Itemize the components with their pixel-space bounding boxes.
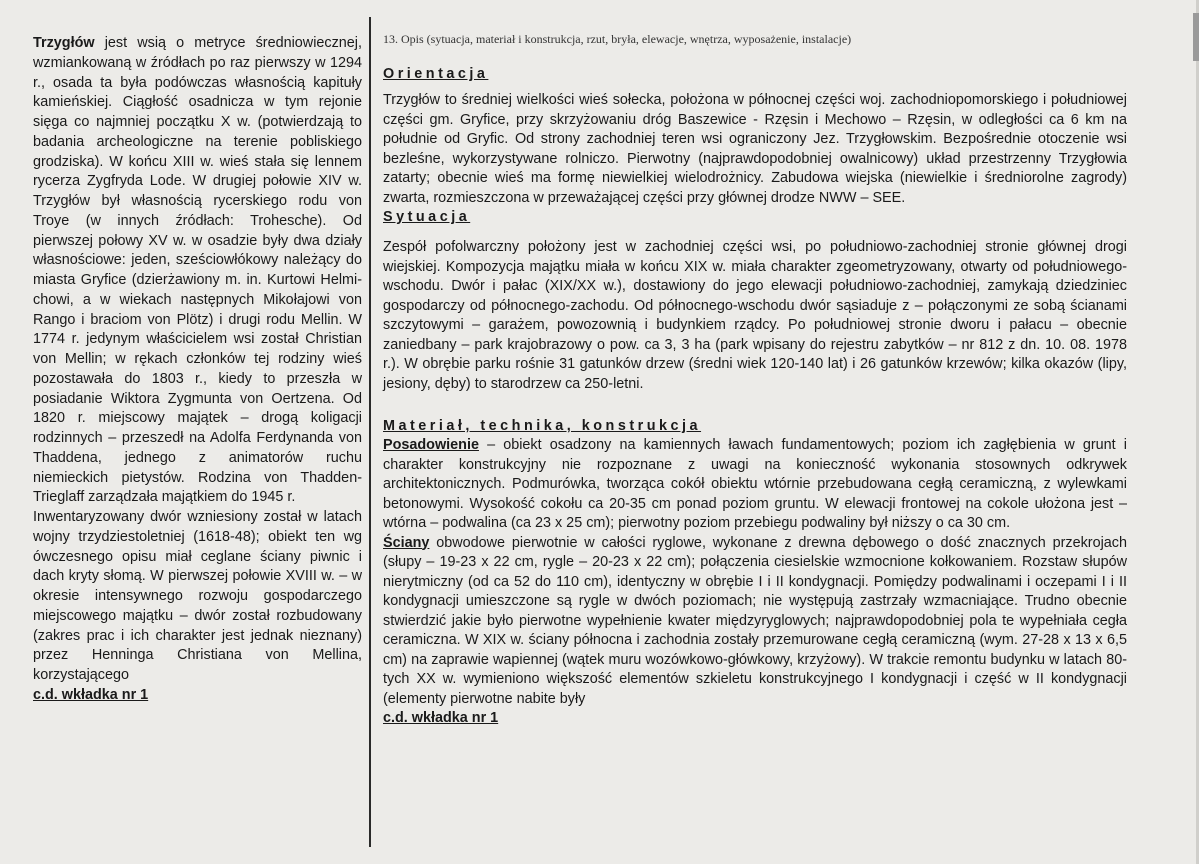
walls-label: Ściany: [383, 534, 430, 551]
situation-text: Zespół pofolwarczny położony jest w zachodniej części wsi, po południowo-zachodniej stronie głównej drogi wiejskiej. Kompozycja majątku miała w końcu XIX w. miała charakter zgeometryzowany, otwarty od południowego-wschodu. Dwór i pałac (XIX/XX w.), dostawiony do jego elewacji południowo-zachodniej, zamykają dziedziniec gospodarczy od północnego-zachodu. Od północnego-wschodu dwór sąsiaduje z – połączonymi ze sobą ścianami szczytowymi – garażem, powozownią i budynkiem rządcy. Po południowej stronie dworu i pałacu – obecnie zaniedbany – park krajobrazowy o pow. ca 3, 3 ha (park wpisany do rejestru zabytków – nr 812 z dn. 10. 08. 1978 r.). W obrębie parku rośnie 31 gatunków drzew (średni wiek 120-140 lat) i 26 gatunków krzewów; kilka okazów (lipy, jesiony, dęby) to starodrzew ca 250-letni.: [383, 239, 1127, 392]
history-column: [33, 34, 362, 706]
column-divider: [369, 17, 371, 847]
walls-text: obwodowe pierwotnie w całości ryglowe, wykonane z drewna dębowego o dość znacznych przekrojach (słupy – 19-23 x 22 cm, rygle – 20-23 x 22 cm); połączenia ciesielskie wzmocnione kołkowaniem. Rozstaw słupów nierytmiczny (od ca 52 do 110 cm), identyczny w obrębie I i II kondygnacji. Pomiędzy podwalinami i oczepami I i II kondygnacji umieszczone są rygle w dwóch poziomach; nie występują zastrzały wzmacniające. Trudno obecnie stwierdzić jakie było pierwotne wypełnienie kwater międzyryglowych; najprawdopodobniej pola te wypełniała cegła ceramiczna. W XIX w. ściany północna i zachodnia zostały przemurowane cegłą ceramiczną (wym. 27-28 x 13 x 6,5 cm) na zaprawie wapiennej (wątek muru wozówkowo-główkowy, krzyżowy). W trakcie remontu budynku w latach 80-tych XX w. wymieniono większość elementów szkieletu konstrukcyjnego I kondygnacji i część w II kondygnacji (elementy pierwotne nabite były: [383, 534, 1127, 707]
village-name: Trzygłów: [33, 35, 95, 51]
situation-heading: Sytuacja: [383, 209, 471, 225]
material-heading: Materiał, technika, konstrukcja: [383, 418, 702, 434]
description-column: [383, 31, 1127, 729]
foundation-text: – obiekt osadzony na kamiennych ławach fundamentowych; poziom ich zagłębienia w grunt i charakter konstrukcyjny nie rozpoznane z uwagi na konieczność wykonania stosownych odkrywek architektonicznych. Podmurówka, tworząca cokół obiektu wtórnie przebudowana cegłą ceramiczną, z wylewkami betonowymi. Wysokość cokołu ca 20-35 cm ponad poziom gruntu. W elewacji frontowej na cokole ułożona jest – wtórna – podwalina (ca 23 x 25 cm); pierwotny poziom przebiegu podwaliny był niższy o ca 30 cm.: [383, 437, 1127, 531]
scan-edge-mark: [1193, 13, 1199, 61]
orientation-heading: Orientacja: [383, 66, 489, 82]
history-text: jest wsią o metryce średniowiecznej, wzmiankowaną w źródłach po raz pierwszy w 1294 r., osada ta była podówczas własnością kapituły kamieńskiej. Ciągłość osadnicza w tym rejonie sięga co najmniej początku X w. (potwierdzają to badania archeologiczne na terenie pobliskiego grodziska). W końcu XIII w. wieś stała się lennem rycerza Zygfryda Lode. W drugiej połowie XIV w. Trzygłów był własnością rycerskiego rodu von Troye (w innych źródłach: Trohesche). Od pierwszej połowy XV w. w osadzie były dwa działy własnościowe: jeden, sześciowłókowy należący do miasta Gryfice (dzierżawiony m. in. Kurtowi Helmichowi, a w wiekach następnych Mikołajowi von Rango i braciom von Plötz) i drugi rodu Mellin. W 1774 r. jedynym właścicielem wsi został Christian von Mellin; w rękach członków tej rodziny wieś pozostawała do 1803 r., kiedy to przeszła w posiadanie Wiktora Zygmunta von Oertzena. Od 1820 r. miejscowy majątek – drogą koligacji rodzinnych – przeszedł na Adolfa Ferdynanda von Thaddena, jednego z animatorów ruchu niemieckich pietystów. Rodzina von Thadden-Trieglaff zarządzała majątkiem do 1945 r.: [33, 35, 362, 506]
foundation-label: Posadowienie: [383, 437, 479, 453]
continuation-link-left[interactable]: c.d. wkładka nr 1: [33, 686, 149, 703]
foundation-paragraph: [383, 436, 1127, 534]
manor-history-paragraph: Inwentaryzowany dwór wzniesiony został w latach wojny trzydziestoletniej (1618-48); obiekt ten wg ówczesnego opisu miał ceglane ściany piwnic i dach kryty słomą. W pierwszej połowie XVIII w. – w okresie intensywnego rozwoju gospodarczego miejscowego majątku – dwór został rozbudowany (zakres prac i ich charakter jest jednak nieznany) przez Henninga Christiana von Mellina, korzystającego: [33, 509, 362, 683]
continuation-link-right[interactable]: c.d. wkładka nr 1: [383, 710, 499, 726]
walls-paragraph: [383, 534, 1127, 710]
form-field-header: 13. Opis (sytuacja, materiał i konstrukcja, rzut, bryła, elewacje, wnętrza, wyposażenie, instalacje): [383, 32, 852, 46]
history-paragraph: [33, 34, 362, 508]
orientation-text: Trzygłów to średniej wielkości wieś sołecka, położona w północnej części woj. zachodniopomorskiego i południowej części gm. Gryfice, przy skrzyżowaniu dróg Baszewice - Rzęsin i Mechowo – Rzęsin, w odległości ca 6 km na południe od Gryfic. Od strony zachodniej teren wsi ograniczony Jez. Trzygłowskim. Bezpośrednie otoczenie wsi bezleśne, wykorzystywane rolniczo. Pierwotny (najprawdopodobniej owalnicowy) układ przestrzenny Trzygłowia zatarty; obecnie wieś ma formę niewielkiej wielodrożnicy. Zabudowa wiejska (niewielkie i średniorolne zagrody) zwarta, rozmieszczona w przeważającej części przy głównej drodze NWW – SEE.: [383, 92, 1127, 206]
